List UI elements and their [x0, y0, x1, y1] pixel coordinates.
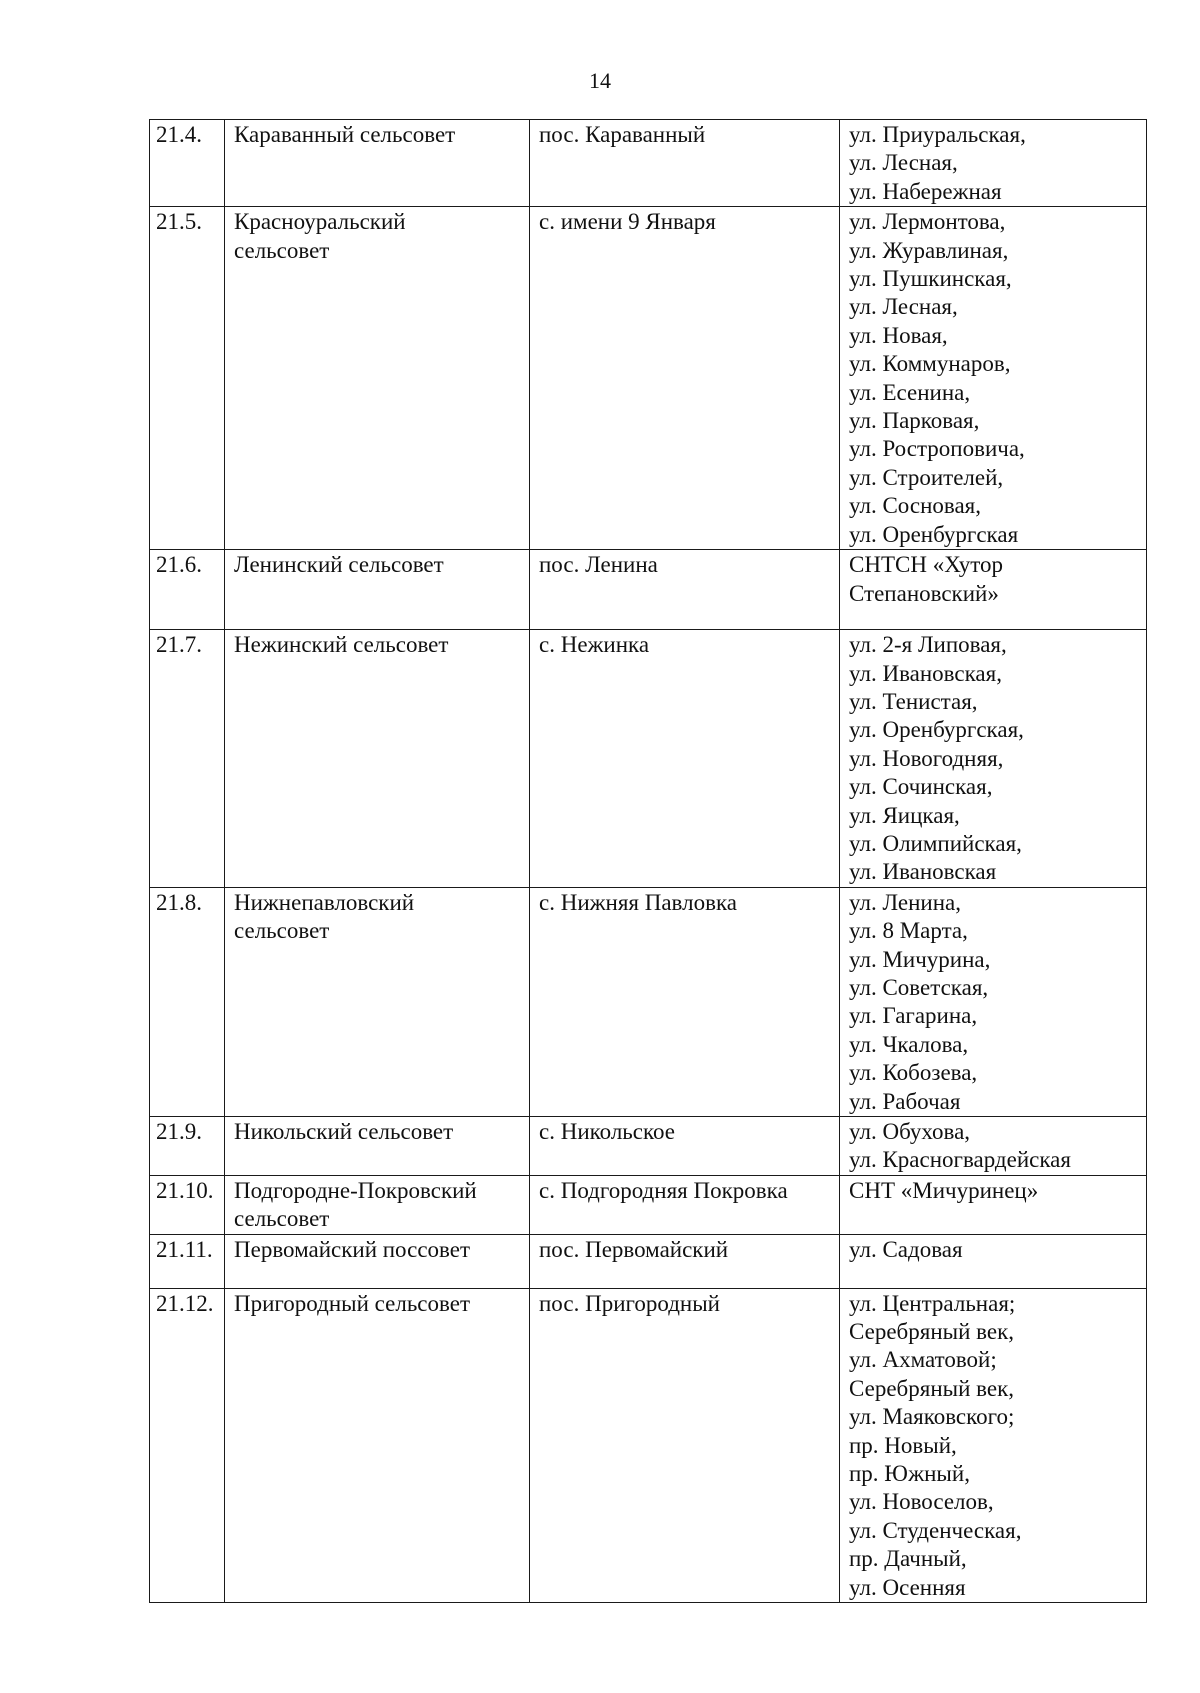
street-line: ул. Пушкинская, — [849, 266, 1012, 292]
row-number: 21.9. — [150, 1117, 225, 1176]
street-line: ул. Рабочая — [849, 1088, 961, 1114]
street-line: ул. Ростроповича, — [849, 436, 1025, 462]
street-line: ул. Сочинская, — [849, 774, 993, 800]
settlement-cell: пос. Пригородный — [530, 1288, 840, 1602]
council-name-line: Караванный сельсовет — [234, 122, 456, 147]
streets-cell — [840, 207, 1147, 550]
streets-cell — [840, 550, 1147, 630]
street-line: ул. Строителей, — [849, 464, 1004, 490]
street-line: пр. Южный, — [849, 1461, 970, 1487]
street-line: ул. Центральная; — [849, 1290, 1016, 1316]
street-line: пр. Дачный, — [849, 1546, 967, 1572]
street-line: ул. Чкалова, — [849, 1031, 969, 1057]
row-number: 21.10. — [150, 1175, 225, 1234]
council-name-line: сельсовет — [234, 1206, 330, 1232]
settlement-cell: пос. Первомайский — [530, 1234, 840, 1288]
table-row — [150, 1288, 1147, 1602]
street-line: Серебряный век, — [849, 1375, 1014, 1401]
street-line: Серебряный век, — [849, 1319, 1014, 1345]
settlement-cell: пос. Ленина — [530, 550, 840, 630]
row-number: 21.12. — [150, 1288, 225, 1602]
settlements-table — [149, 119, 1147, 1603]
council-name-line: Подгородне-Покровский — [234, 1177, 477, 1203]
street-line: ул. 8 Марта, — [849, 918, 968, 944]
council-name-line: Красноуральский — [234, 209, 406, 235]
council-name-line: Нежинский сельсовет — [234, 632, 449, 658]
street-line: ул. Ахматовой; — [849, 1347, 997, 1373]
council-name-line: Пригородный сельсовет — [234, 1290, 470, 1316]
street-line: ул. Есенина, — [849, 379, 971, 405]
street-line: ул. Сосновая, — [849, 493, 981, 519]
street-line: ул. Мичурина, — [849, 946, 991, 972]
street-line: ул. Осенняя — [849, 1574, 966, 1600]
street-line: ул. Набережная — [849, 178, 1002, 204]
street-line: ул. 2-я Липовая, — [849, 632, 1007, 658]
table-row — [150, 1234, 1147, 1288]
council-name-line: Нижнепавловский — [234, 889, 415, 915]
street-line: ул. Красногвардейская — [849, 1147, 1071, 1173]
street-line: ул. Ленина, — [849, 889, 962, 915]
streets-cell — [840, 1288, 1147, 1602]
street-line: ул. Ивановская — [849, 859, 997, 885]
settlement-cell: с. Нежинка — [530, 630, 840, 888]
page-number: 14 — [589, 68, 611, 93]
table-row — [150, 630, 1147, 888]
council-name-cell — [225, 630, 530, 888]
table-row — [150, 120, 1147, 207]
street-line: ул. Новогодняя, — [849, 745, 1004, 771]
street-line: ул. Тенистая, — [849, 688, 978, 714]
row-number: 21.8. — [150, 887, 225, 1116]
street-line: ул. Маяковского; — [849, 1404, 1015, 1430]
council-name-cell — [225, 1175, 530, 1234]
street-line: Степановский» — [849, 580, 999, 606]
street-line: пр. Новый, — [849, 1432, 957, 1458]
street-line: ул. Лермонтова, — [849, 209, 1006, 235]
streets-cell — [840, 1117, 1147, 1176]
row-number: 21.5. — [150, 207, 225, 550]
street-line: ул. Оренбургская — [849, 521, 1019, 547]
council-name-cell — [225, 550, 530, 630]
table-row — [150, 207, 1147, 550]
street-line: ул. Журавлиная, — [849, 237, 1009, 263]
street-line: ул. Садовая — [849, 1236, 963, 1262]
streets-cell — [840, 1234, 1147, 1288]
council-name-line: Никольский сельсовет — [234, 1119, 454, 1144]
street-line: ул. Лесная, — [849, 294, 958, 320]
street-line: ул. Студенческая, — [849, 1517, 1022, 1543]
council-name-cell — [225, 887, 530, 1116]
table-row — [150, 1117, 1147, 1176]
street-line: ул. Новая, — [849, 322, 948, 348]
settlement-cell: с. Никольское — [530, 1117, 840, 1176]
street-line: ул. Новоселов, — [849, 1489, 994, 1515]
settlement-cell: с. Подгородняя Покровка — [530, 1175, 840, 1234]
street-line: ул. Оренбургская, — [849, 717, 1024, 743]
settlement-cell: с. Нижняя Павловка — [530, 887, 840, 1116]
council-name-line: Первомайский поссовет — [234, 1236, 471, 1262]
table-row — [150, 550, 1147, 630]
street-line: ул. Олимпийская, — [849, 830, 1022, 856]
settlement-cell: с. имени 9 Января — [530, 207, 840, 550]
street-line: ул. Обухова, — [849, 1119, 971, 1144]
streets-cell — [840, 630, 1147, 888]
council-name-line: Ленинский сельсовет — [234, 552, 444, 578]
council-name-cell — [225, 1117, 530, 1176]
council-name-cell — [225, 1234, 530, 1288]
row-number: 21.4. — [150, 120, 225, 207]
row-number: 21.7. — [150, 630, 225, 888]
settlement-cell: пос. Караванный — [530, 120, 840, 207]
table-row — [150, 887, 1147, 1116]
row-number: 21.6. — [150, 550, 225, 630]
council-name-line: сельсовет — [234, 918, 330, 944]
streets-cell — [840, 887, 1147, 1116]
council-name-cell — [225, 120, 530, 207]
row-number: 21.11. — [150, 1234, 225, 1288]
settlements-table-body — [150, 120, 1147, 1603]
street-line: ул. Приуральская, — [849, 122, 1026, 147]
street-line: ул. Лесная, — [849, 150, 958, 176]
council-name-line: сельсовет — [234, 237, 330, 263]
streets-cell — [840, 120, 1147, 207]
street-line: ул. Кобозева, — [849, 1060, 978, 1086]
street-line: ул. Яицкая, — [849, 802, 960, 828]
street-line: ул. Гагарина, — [849, 1003, 978, 1029]
council-name-cell — [225, 207, 530, 550]
street-line: ул. Советская, — [849, 974, 989, 1000]
street-line: СНТ «Мичуринец» — [849, 1177, 1039, 1203]
street-line: ул. Коммунаров, — [849, 351, 1011, 377]
table-row — [150, 1175, 1147, 1234]
street-line: ул. Парковая, — [849, 408, 980, 434]
council-name-cell — [225, 1288, 530, 1602]
street-line: ул. Ивановская, — [849, 660, 1002, 686]
streets-cell — [840, 1175, 1147, 1234]
street-line: СНТСН «Хутор — [849, 552, 1004, 578]
